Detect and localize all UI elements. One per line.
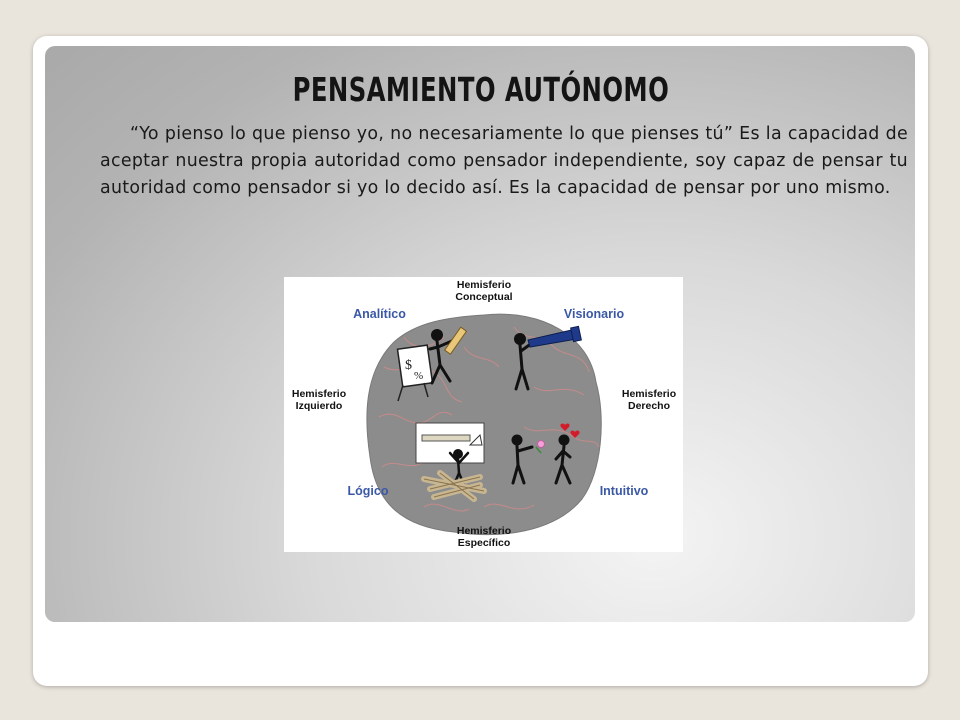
label-bottom-line2: Específico bbox=[457, 537, 511, 549]
svg-text:%: % bbox=[414, 370, 424, 382]
label-logico: Lógico bbox=[347, 484, 389, 498]
label-intuitivo: Intuitivo bbox=[599, 484, 649, 498]
label-hemisferio-izquierdo bbox=[284, 388, 354, 412]
label-hemisferio-especifico bbox=[434, 525, 534, 549]
slide-title: PENSAMIENTO AUTÓNOMO bbox=[292, 70, 670, 109]
label-top-line1: Hemisferio bbox=[456, 279, 512, 291]
label-analitico: Analítico bbox=[353, 307, 406, 321]
label-top-line2: Conceptual bbox=[455, 291, 513, 303]
slide-paragraph: “Yo pienso lo que pienso yo, no necesariamente lo que pienses tú” Es la capacidad de aceptar nuestra propia autoridad como pensador independiente, soy capaz de pensar tu autoridad como pensador si yo lo decido así. Es la capacidad de pensar por uno mismo. bbox=[100, 124, 908, 198]
label-hemisferio-conceptual bbox=[434, 279, 534, 303]
label-bottom-line1: Hemisferio bbox=[456, 525, 512, 537]
label-visionario: Visionario bbox=[563, 307, 625, 321]
label-hemisferio-derecho bbox=[614, 388, 683, 412]
label-right-line2: Derecho bbox=[627, 400, 670, 412]
svg-text:$: $ bbox=[405, 358, 412, 373]
label-left-line2: Izquierdo bbox=[295, 400, 343, 412]
label-right-line1: Hemisferio bbox=[621, 388, 677, 400]
label-left-line1: Hemisferio bbox=[291, 388, 347, 400]
brain-quadrant-diagram bbox=[284, 277, 683, 552]
